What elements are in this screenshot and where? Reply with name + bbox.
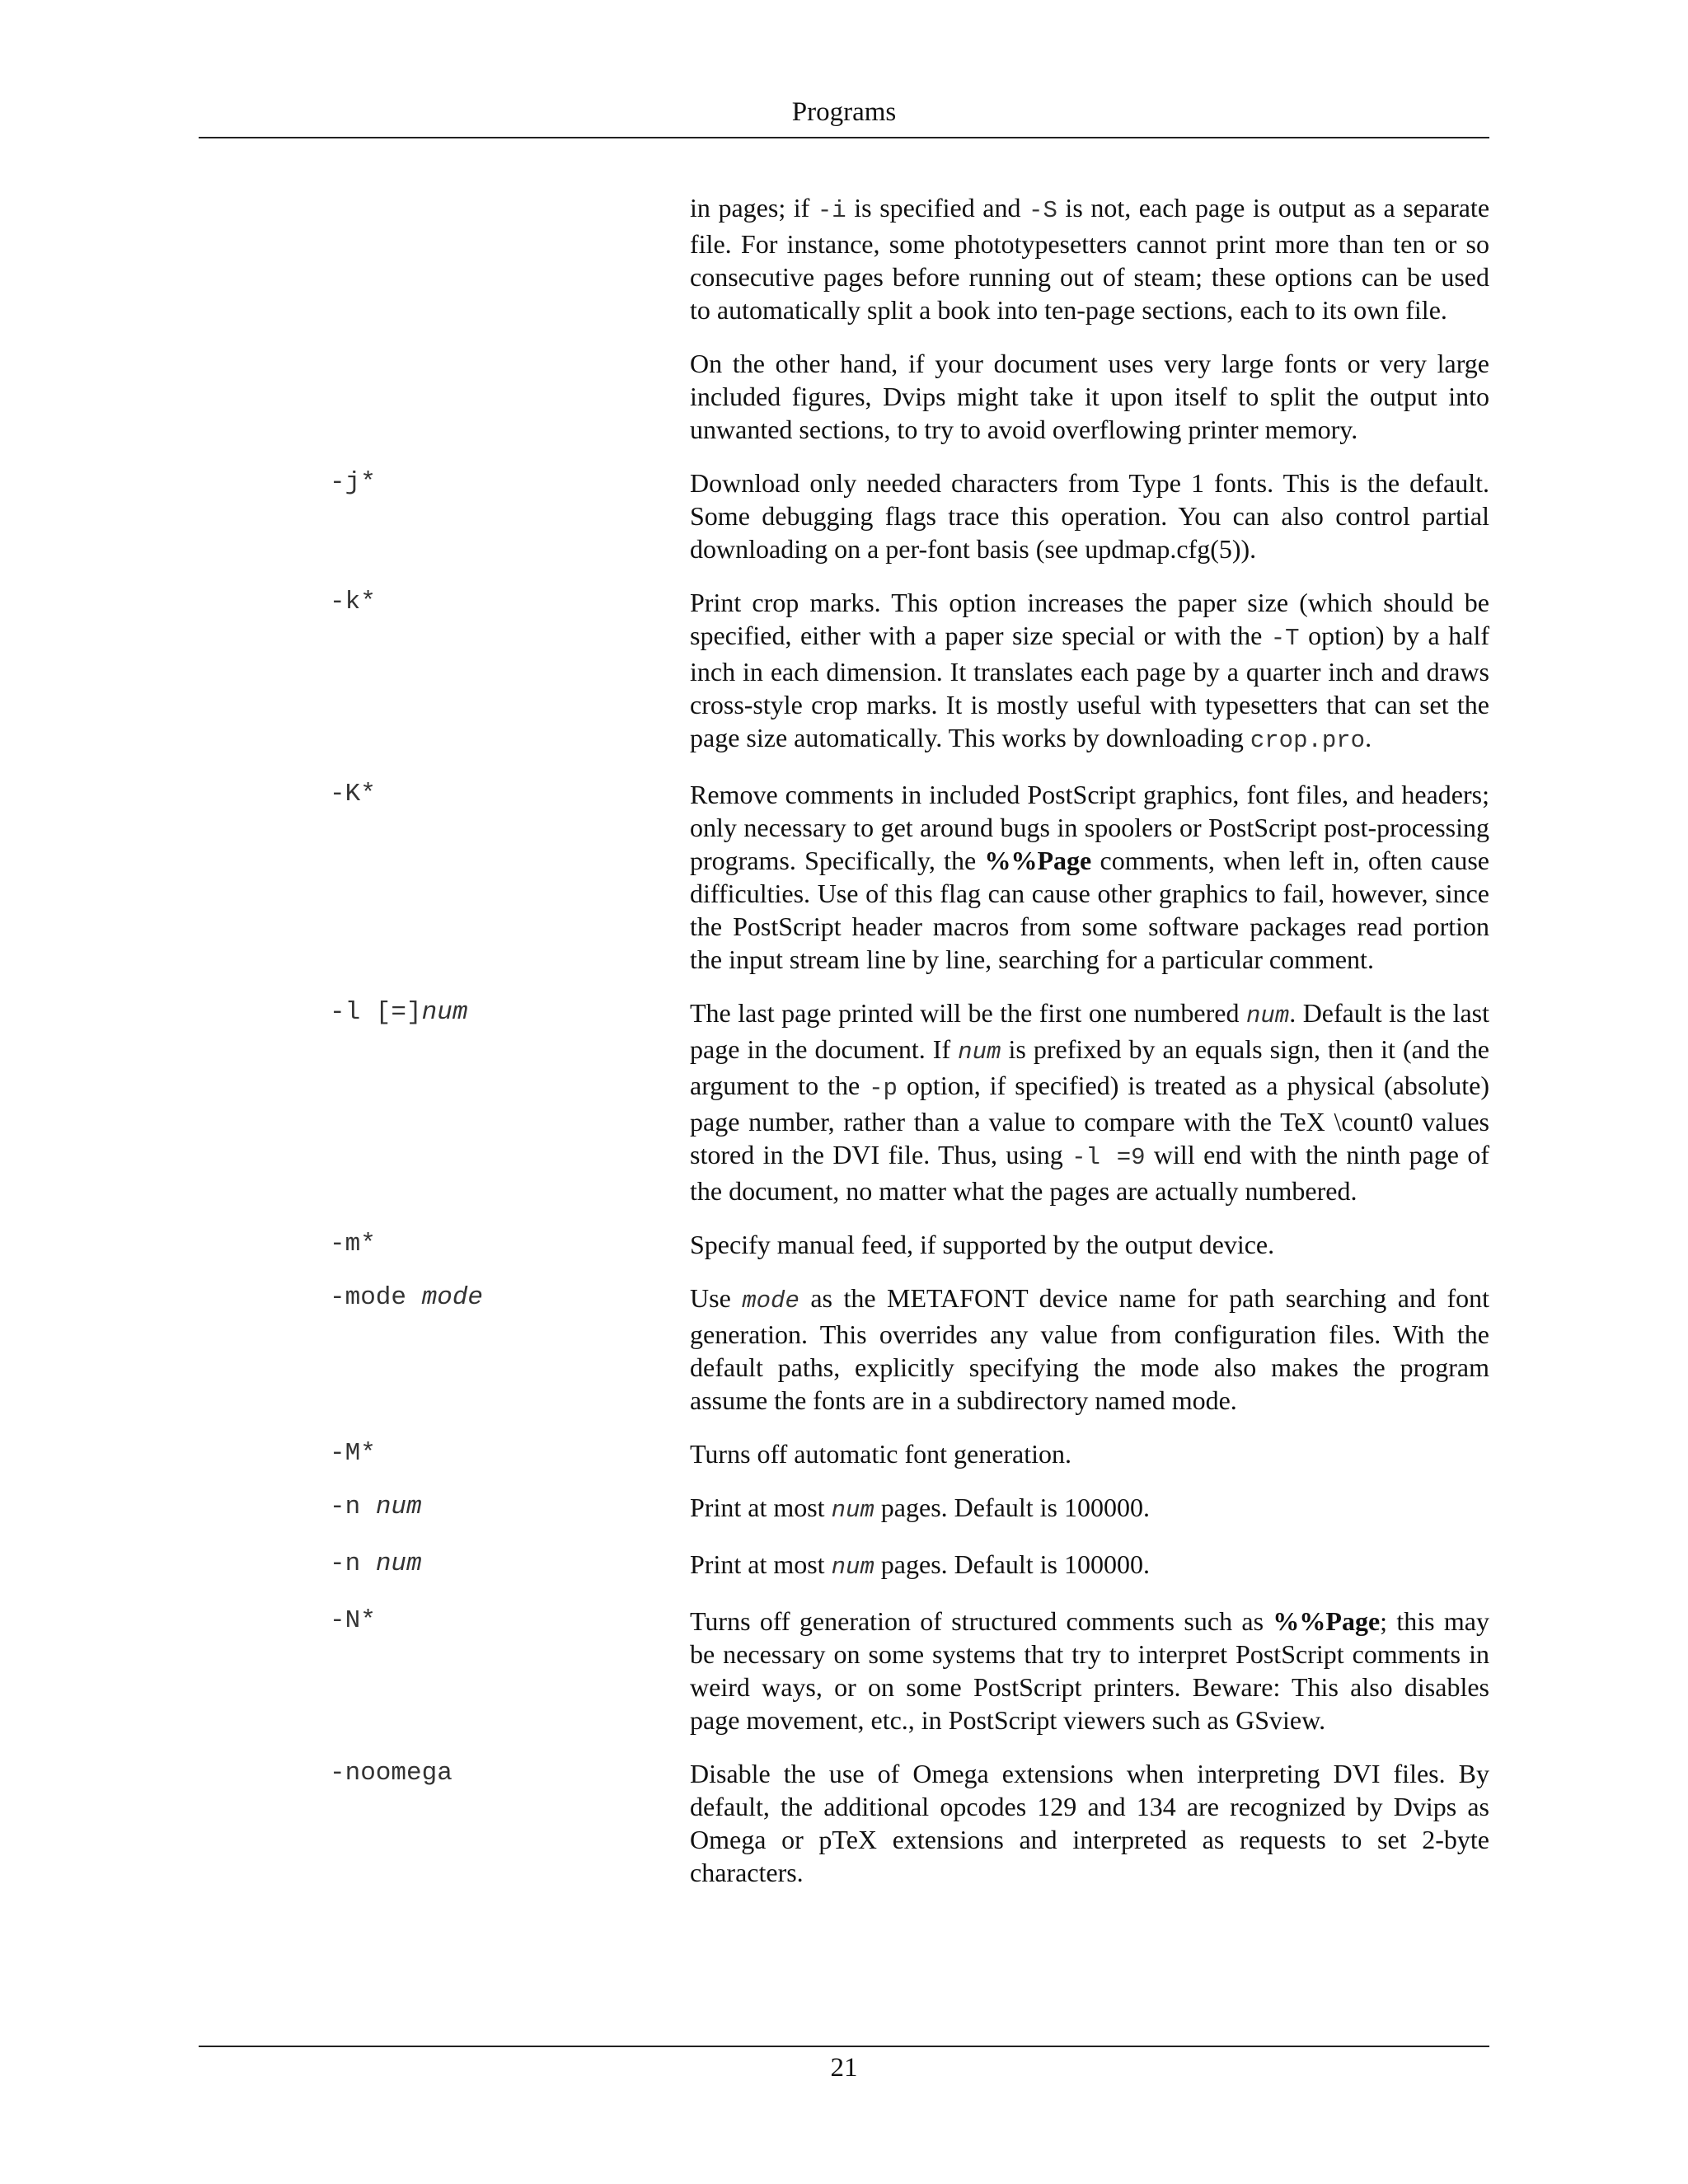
footer-rule [199,2046,1489,2047]
text: Turns off generation of structured comments such as [690,1606,1273,1636]
paragraph [690,191,1489,326]
term-flag: -n [330,1549,376,1578]
option-n-duplicate [199,1548,1489,1584]
option-description: Download only needed characters from Type 1 fonts. This is the default. Some debugging flags trace this operation. You can also control partial downloading on a per-font basis (see updmap.cfg(5)). [690,468,1489,564]
header-rule [199,137,1489,138]
term-argument: num [421,998,468,1027]
option-description: Specify manual feed, if supported by the output device. [690,1230,1275,1259]
bold-text: %%Page [984,846,1092,875]
option-term [199,1548,690,1584]
term-argument: num [375,1493,422,1521]
term-flag: -l [=] [330,998,422,1027]
inline-code: -l =9 [1071,1144,1146,1171]
option-term-empty [199,191,690,446]
text: The last page printed will be the first one numbered [690,998,1246,1028]
option-term: -N* [330,1606,376,1635]
option-term: -k* [330,588,376,616]
text: ; this may be necessary on some systems that try to interpret PostScript comments in weird ways, or on some PostScript printers. Beware: This also disables page movement, etc., in PostScript viewers such as GSview. [690,1606,1490,1735]
text: is not, each page is output as a separate file. For instance, some phototypesetters cannot print more than ten or so consecutive pages before running out of steam; these options can be used to automatically split a book into ten-page sections, each to its own file. [690,193,1490,325]
text: pages. Default is 100000. [874,1549,1150,1579]
option-m [199,1228,1489,1261]
term-flag: -mode [330,1283,422,1312]
option-term: -j* [330,468,376,497]
inline-code: -S [1029,197,1057,224]
options-list [199,191,1489,1910]
text: Print at most [690,1493,832,1522]
paragraph: On the other hand, if your document uses very large fonts or very large included figures, Dvips might take it upon itself to split the output into unwanted sections, to try to avoid overflowing printer memory. [690,349,1489,444]
option-description [690,586,1489,757]
inline-code: crop.pro [1250,727,1366,754]
inline-argument: num [831,1497,874,1524]
inline-argument: num [958,1038,1001,1066]
option-n [199,1491,1489,1527]
page-number: 21 [830,2053,858,2083]
bold-text: %%Page [1273,1606,1381,1636]
option-description [690,1548,1489,1584]
text: as the METAFONT device name for path searching and font generation. This overrides any value from configuration files. With the default paths, explicitly specifying the mode also makes the program assume the fonts are in a subdirectory named mode. [690,1283,1490,1415]
option-mode [199,1282,1489,1417]
option-term: -noomega [330,1759,452,1788]
term-flag: -n [330,1493,376,1521]
option-K [199,778,1489,976]
option-description [690,1605,1489,1736]
text: is specified and [846,193,1029,223]
inline-code: -T [1270,625,1300,652]
option-description: Turns off automatic font generation. [690,1439,1072,1469]
text: . Default is the last page in the document. If [690,998,1490,1064]
option-noomega [199,1757,1489,1889]
text: Use [690,1283,743,1313]
text: . [1365,723,1372,752]
option-description [690,778,1489,976]
option-term: -K* [330,780,376,808]
option-l [199,996,1489,1207]
text: pages. Default is 100000. [874,1493,1150,1522]
inline-argument: num [831,1554,874,1581]
option-term [199,996,690,1207]
option-continuation [199,191,1489,446]
text: Print at most [690,1549,832,1579]
inline-argument: mode [742,1287,799,1315]
text: comments, when left in, often cause difficulties. Use of this flag can cause other graphics to fail, however, since the PostScript header macros from some software packages read portion the input stream line by line, searching for a particular comment. [690,846,1490,974]
text: in pages; if [690,193,818,223]
option-term [199,1491,690,1527]
option-N [199,1605,1489,1736]
term-argument: num [375,1549,422,1578]
text: Print crop marks. This option increases the paper size (which should be specified, either with a paper size special or with the [690,588,1489,650]
inline-code: -i [817,197,846,224]
running-header: Programs [791,97,897,127]
option-description [690,996,1489,1207]
option-j [199,466,1489,565]
option-term: -m* [330,1230,376,1258]
option-description [690,191,1489,446]
option-description [690,1491,1489,1527]
option-k [199,586,1489,757]
text: Remove comments in included PostScript graphics, font files, and headers; only necessary to get around bugs in spoolers or PostScript post-processing programs. Specifically, the [690,780,1489,875]
inline-code: -p [869,1075,898,1102]
option-description: Disable the use of Omega extensions when interpreting DVI files. By default, the additional opcodes 129 and 134 are recognized by Dvips as Omega or pTeX extensions and interpreted as requests to set 2-byte characters. [690,1759,1489,1887]
text: will end with the ninth page of the document, no matter what the pages are actually numbered. [690,1140,1490,1206]
text: is prefixed by an equals sign, then it (and the argument to the [690,1034,1490,1100]
option-term: -M* [330,1439,376,1468]
option-M [199,1437,1489,1470]
term-argument: mode [421,1283,484,1312]
inline-argument: num [1245,1002,1290,1029]
text: option) by a half inch in each dimension. It translates each page by a quarter inch and draws cross-style crop marks. It is mostly useful with typesetters that can set the page size automatically. This works by downloading [690,621,1490,752]
option-description [690,1282,1489,1417]
text: option, if specified) is treated as a physical (absolute) page number, rather than a value to compare with the TeX \count0 values stored in the DVI file. Thus, using [690,1071,1490,1169]
option-term [199,1282,690,1417]
